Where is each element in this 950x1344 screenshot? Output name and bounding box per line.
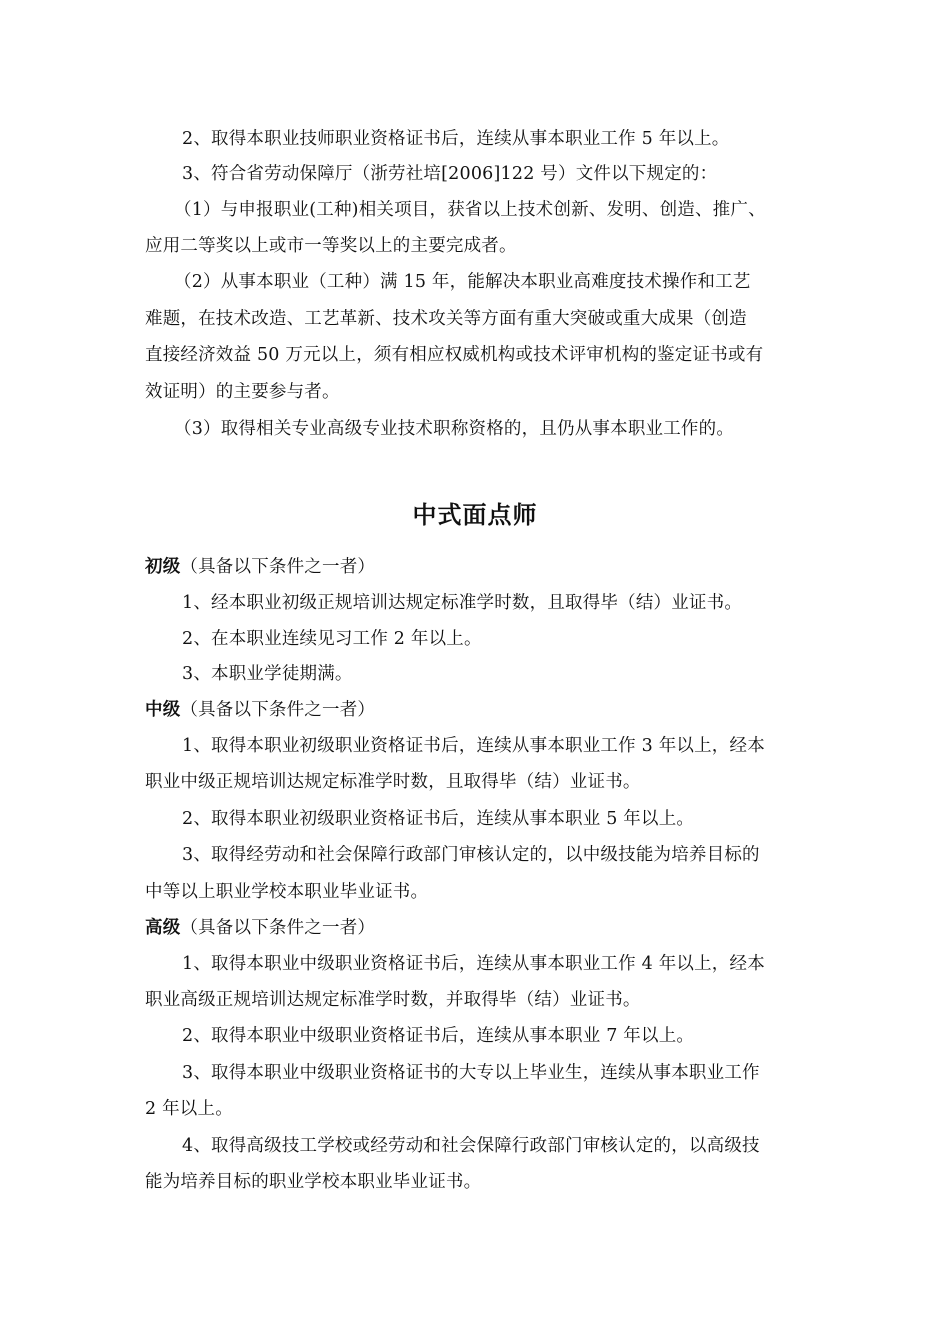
paragraph-line: 1、经本职业初级正规培训达规定标准学时数，且取得毕（结）业证书。 bbox=[182, 593, 743, 613]
paragraph-line: 3、取得经劳动和社会保障行政部门审核认定的，以中级技能为培养目标的 bbox=[182, 845, 760, 865]
paragraph-line: 4、取得高级技工学校或经劳动和社会保障行政部门审核认定的，以高级技 bbox=[182, 1136, 760, 1156]
paragraph-line: 2、取得本职业初级职业资格证书后，连续从事本职业 5 年以上。 bbox=[182, 809, 695, 829]
paragraph-line: 职业高级正规培训达规定标准学时数，并取得毕（结）业证书。 bbox=[145, 990, 641, 1010]
paragraph-line: 3、本职业学徒期满。 bbox=[182, 664, 353, 684]
level-heading-senior bbox=[0, 916, 950, 940]
paragraph-line: 能为培养目标的职业学校本职业毕业证书。 bbox=[145, 1172, 482, 1192]
level-label: 中级 bbox=[145, 700, 181, 720]
paragraph-line: （3）取得相关专业高级专业技术职称资格的，且仍从事本职业工作的。 bbox=[174, 419, 735, 439]
paragraph-line: 3、符合省劳动保障厅（浙劳社培[2006]122 号）文件以下规定的： bbox=[182, 164, 718, 184]
level-label: 高级 bbox=[145, 918, 181, 938]
level-heading-intermediate bbox=[0, 698, 950, 722]
level-label: 初级 bbox=[145, 557, 181, 577]
paragraph-line: 中等以上职业学校本职业毕业证书。 bbox=[145, 882, 429, 902]
level-condition: （具备以下条件之一者） bbox=[180, 700, 376, 720]
section-title: 中式面点师 bbox=[412, 501, 538, 529]
paragraph-line: 应用二等奖以上或市一等奖以上的主要完成者。 bbox=[145, 236, 517, 256]
paragraph-line: 3、取得本职业中级职业资格证书的大专以上毕业生，连续从事本职业工作 bbox=[182, 1063, 760, 1083]
paragraph-line: 难题，在技术改造、工艺革新、技术攻关等方面有重大突破或重大成果（创造 bbox=[145, 309, 747, 329]
paragraph-line: 直接经济效益 50 万元以上，须有相应权威机构或技术评审机构的鉴定证书或有 bbox=[145, 345, 764, 365]
paragraph-line: 职业中级正规培训达规定标准学时数，且取得毕（结）业证书。 bbox=[145, 772, 641, 792]
level-condition: （具备以下条件之一者） bbox=[180, 918, 376, 938]
paragraph-line: 2 年以上。 bbox=[145, 1099, 233, 1119]
level-heading-junior bbox=[0, 555, 950, 579]
paragraph-line: （2）从事本职业（工种）满 15 年，能解决本职业高难度技术操作和工艺 bbox=[174, 272, 751, 292]
paragraph-line: 效证明）的主要参与者。 bbox=[145, 382, 340, 402]
level-condition: （具备以下条件之一者） bbox=[180, 557, 376, 577]
paragraph-line: 1、取得本职业初级职业资格证书后，连续从事本职业工作 3 年以上，经本 bbox=[182, 736, 765, 756]
paragraph-line: 1、取得本职业中级职业资格证书后，连续从事本职业工作 4 年以上，经本 bbox=[182, 954, 765, 974]
paragraph-line: 2、取得本职业技师职业资格证书后，连续从事本职业工作 5 年以上。 bbox=[182, 129, 730, 149]
paragraph-line: 2、在本职业连续见习工作 2 年以上。 bbox=[182, 629, 482, 649]
paragraph-line: 2、取得本职业中级职业资格证书后，连续从事本职业 7 年以上。 bbox=[182, 1026, 695, 1046]
paragraph-line: （1）与申报职业(工种)相关项目，获省以上技术创新、发明、创造、推广、 bbox=[174, 200, 766, 220]
